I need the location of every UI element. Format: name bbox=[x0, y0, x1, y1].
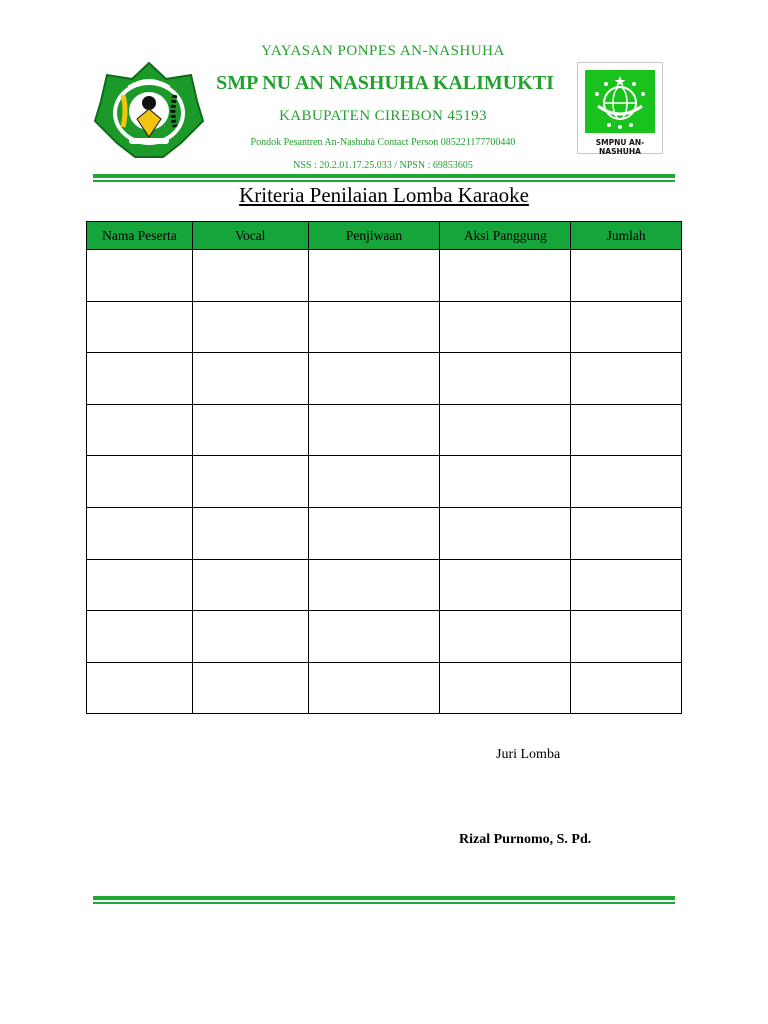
contact-line: Pondok Pesantren An-Nashuha Contact Person 085221177700440 bbox=[250, 137, 516, 148]
table-row bbox=[87, 662, 682, 714]
right-logo-caption: SMPNU AN-NASHUHA bbox=[595, 138, 645, 156]
table-cell[interactable] bbox=[571, 404, 682, 456]
table-cell[interactable] bbox=[440, 353, 571, 405]
table-header-row bbox=[87, 222, 682, 250]
table-cell[interactable] bbox=[192, 662, 308, 714]
table-cell[interactable] bbox=[571, 559, 682, 611]
table-cell[interactable] bbox=[440, 507, 571, 559]
column-header-aksi-panggung: Aksi Panggung bbox=[440, 222, 571, 250]
table-cell[interactable] bbox=[308, 301, 440, 353]
table-cell[interactable] bbox=[192, 559, 308, 611]
table-cell[interactable] bbox=[571, 301, 682, 353]
table-cell[interactable] bbox=[440, 662, 571, 714]
table-cell[interactable] bbox=[87, 353, 193, 405]
school-name: SMP NU AN NASHUHA KALIMUKTI bbox=[216, 72, 554, 94]
table-cell[interactable] bbox=[571, 507, 682, 559]
table-cell[interactable] bbox=[192, 507, 308, 559]
table-cell[interactable] bbox=[192, 456, 308, 508]
emblem-icon bbox=[93, 61, 205, 161]
school-logo-right bbox=[577, 62, 663, 154]
table-cell[interactable] bbox=[87, 250, 193, 302]
nu-logo-icon bbox=[585, 70, 655, 133]
column-header-penjiwaan: Penjiwaan bbox=[308, 222, 440, 250]
table-cell[interactable] bbox=[192, 611, 308, 663]
table-cell[interactable] bbox=[440, 559, 571, 611]
table-cell[interactable] bbox=[571, 611, 682, 663]
table-cell[interactable] bbox=[440, 404, 571, 456]
table-cell[interactable] bbox=[440, 611, 571, 663]
table-cell[interactable] bbox=[87, 404, 193, 456]
foundation-name: YAYASAN PONPES AN-NASHUHA bbox=[261, 43, 505, 59]
table-cell[interactable] bbox=[87, 456, 193, 508]
column-header-nama-peserta: Nama Peserta bbox=[87, 222, 193, 250]
table-cell[interactable] bbox=[308, 559, 440, 611]
school-emblem-left bbox=[93, 61, 205, 161]
school-ids: NSS : 20.2.01.17.25.033 / NPSN : 69853605 bbox=[293, 160, 473, 171]
table-cell[interactable] bbox=[87, 611, 193, 663]
table-cell[interactable] bbox=[192, 404, 308, 456]
table-row bbox=[87, 404, 682, 456]
table-cell[interactable] bbox=[308, 456, 440, 508]
table-cell[interactable] bbox=[308, 662, 440, 714]
table-row bbox=[87, 507, 682, 559]
header-divider-thick bbox=[93, 174, 675, 178]
footer-divider-thin bbox=[93, 902, 675, 904]
table-cell[interactable] bbox=[571, 662, 682, 714]
table-cell[interactable] bbox=[308, 353, 440, 405]
table-cell[interactable] bbox=[192, 353, 308, 405]
table-cell[interactable] bbox=[440, 456, 571, 508]
table-row bbox=[87, 456, 682, 508]
judge-name: Rizal Purnomo, S. Pd. bbox=[459, 832, 592, 847]
school-region: KABUPATEN CIREBON 45193 bbox=[279, 108, 487, 124]
table-row bbox=[87, 353, 682, 405]
table-cell[interactable] bbox=[87, 559, 193, 611]
table-cell[interactable] bbox=[308, 507, 440, 559]
document-title: Kriteria Penilaian Lomba Karaoke bbox=[239, 183, 529, 207]
footer-divider-thick bbox=[93, 896, 675, 900]
table-cell[interactable] bbox=[87, 301, 193, 353]
judge-role: Juri Lomba bbox=[496, 747, 561, 762]
table-cell[interactable] bbox=[192, 250, 308, 302]
table-row bbox=[87, 250, 682, 302]
table-cell[interactable] bbox=[308, 250, 440, 302]
table-cell[interactable] bbox=[440, 250, 571, 302]
table-cell[interactable] bbox=[440, 301, 571, 353]
table-cell[interactable] bbox=[192, 301, 308, 353]
table-row bbox=[87, 559, 682, 611]
table-cell[interactable] bbox=[571, 353, 682, 405]
table-cell[interactable] bbox=[571, 456, 682, 508]
table-row bbox=[87, 611, 682, 663]
table-cell[interactable] bbox=[308, 611, 440, 663]
table-cell[interactable] bbox=[308, 404, 440, 456]
column-header-jumlah: Jumlah bbox=[571, 222, 682, 250]
table-cell[interactable] bbox=[571, 250, 682, 302]
table-cell[interactable] bbox=[87, 507, 193, 559]
table-row bbox=[87, 301, 682, 353]
column-header-vocal: Vocal bbox=[192, 222, 308, 250]
table-cell[interactable] bbox=[87, 662, 193, 714]
scoring-table bbox=[86, 221, 682, 714]
header-divider-thin bbox=[93, 180, 675, 182]
